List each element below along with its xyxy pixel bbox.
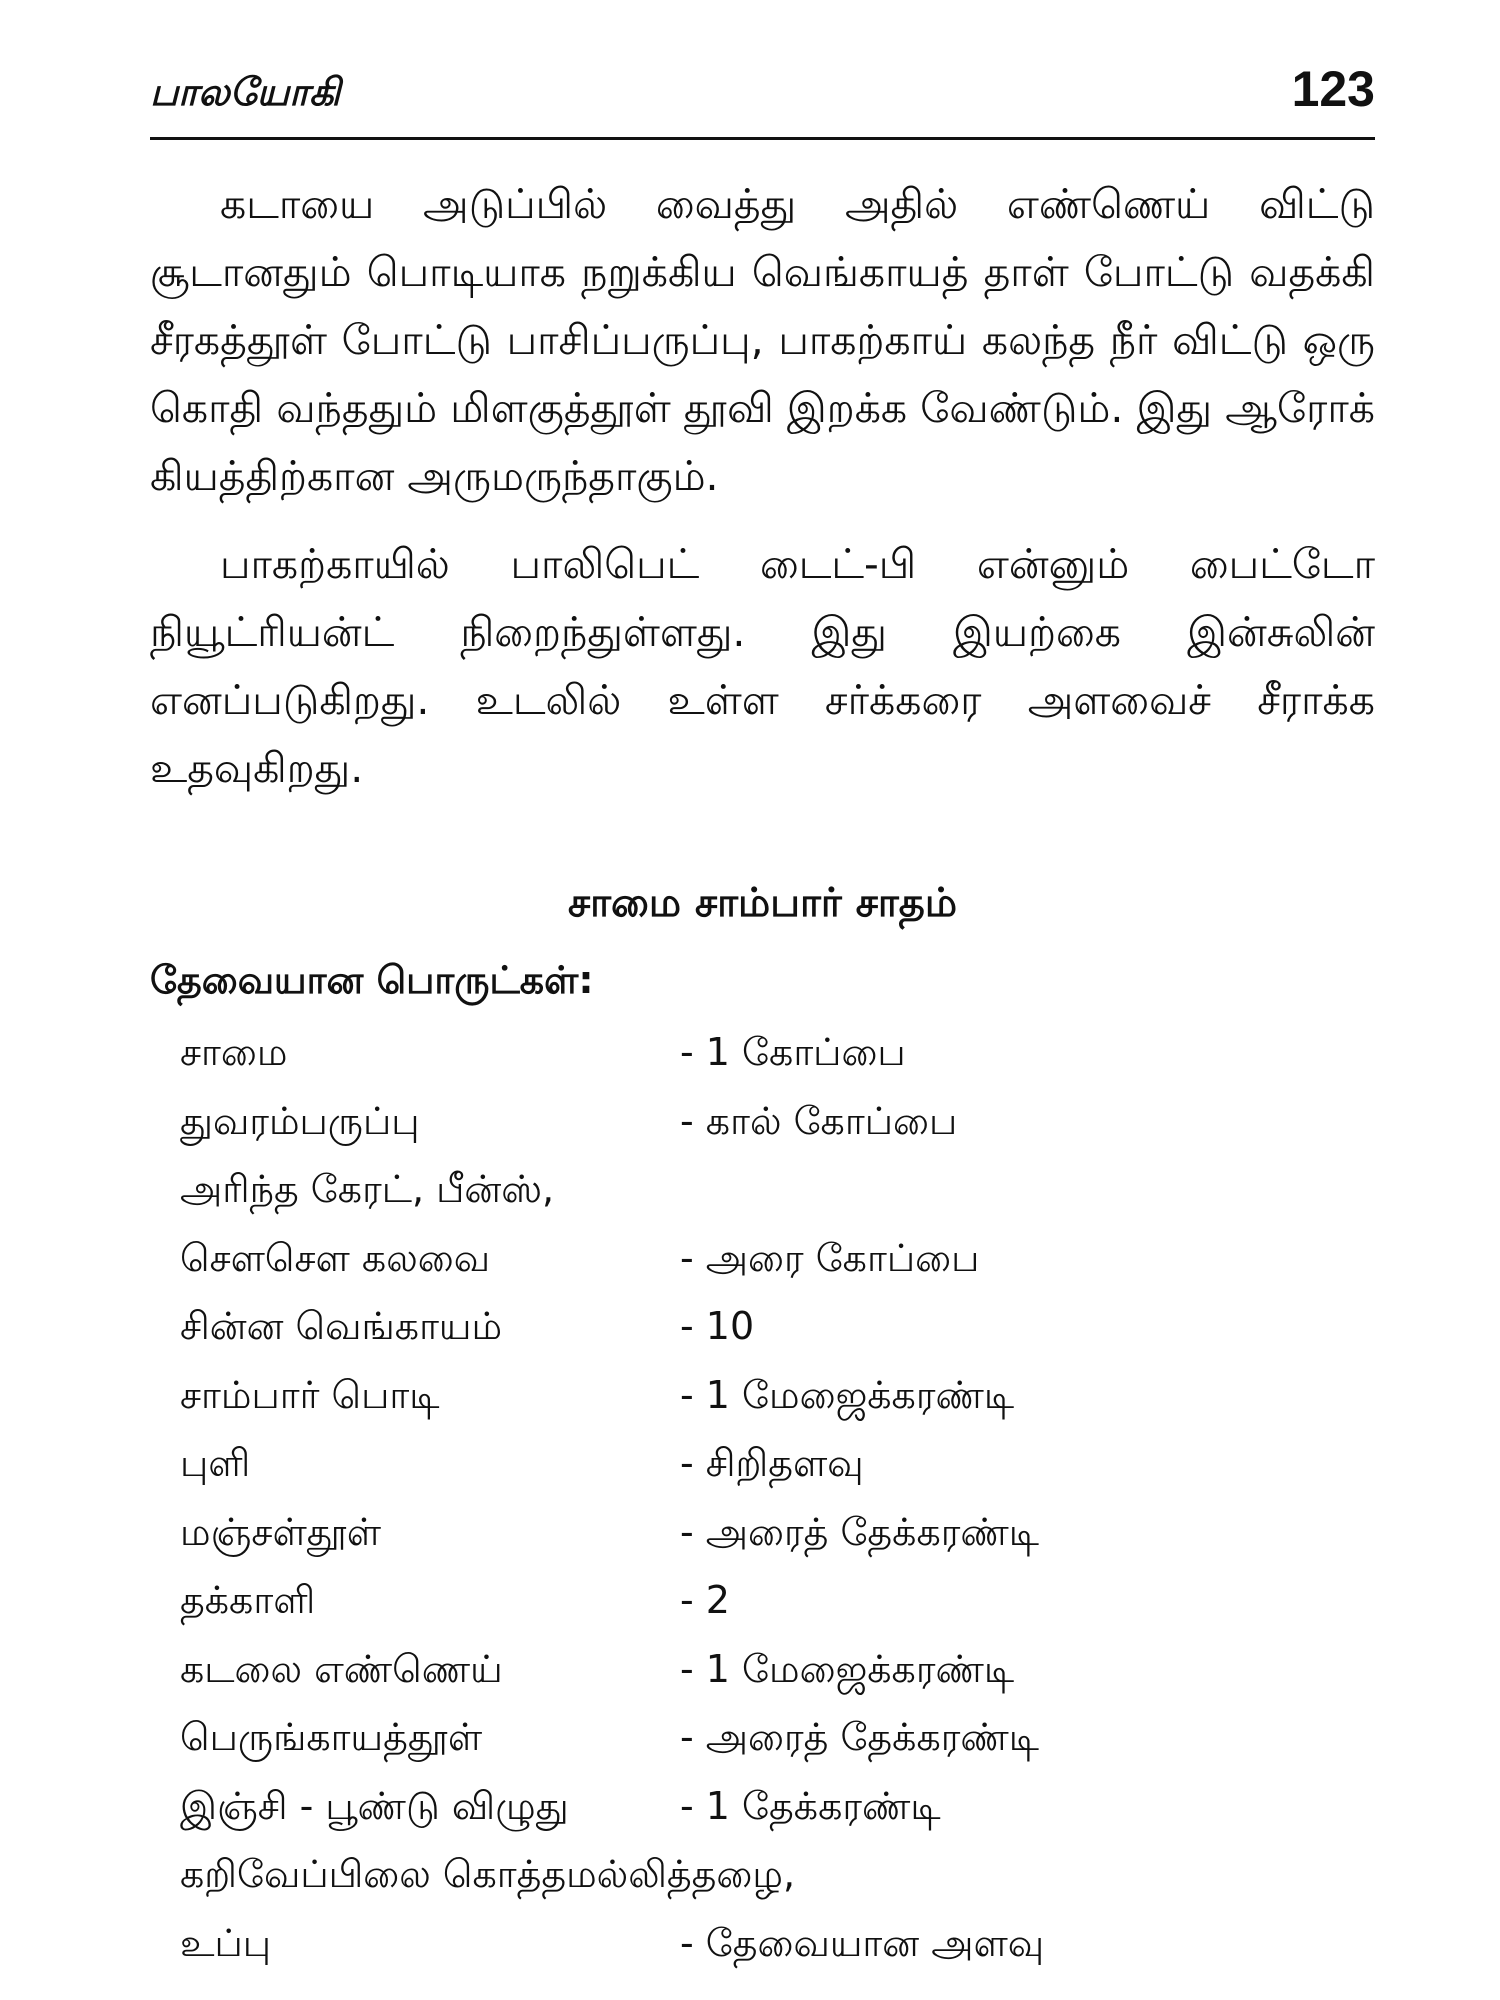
running-head: பாலயோகி	[150, 70, 341, 114]
ingredient-row	[180, 1840, 1330, 1909]
header-rule	[150, 137, 1375, 140]
ingredient-row	[180, 1498, 1330, 1567]
ingredient-name: சின்ன வெங்காயம்	[180, 1304, 503, 1348]
body-text	[150, 170, 1375, 822]
ingredient-name: தக்காளி	[180, 1578, 316, 1622]
ingredient-row	[180, 1018, 1330, 1087]
ingredient-name: அரிந்த கேரட், பீன்ஸ்,	[180, 1167, 555, 1211]
ingredient-quantity: - 1 கோப்பை	[680, 1030, 906, 1074]
ingredient-row	[180, 1566, 1330, 1635]
paragraph: கடாயை அடுப்பில் வைத்து அதில் எண்ணெய் விட்டு சூடானதும் பொடியாக நறுக்கிய வெங்காயத் தாள் போட்டு வதக்கி சீரகத்தூள் போட்டு பாசிப்பருப்பு, பாகற்காய் கலந்த நீர் விட்டு ஒரு கொதி வந்ததும் மிளகுத்தூள் தூவி இறக்க வேண்டும். இது ஆரோக் கியத்திற்கான அருமருந்தாகும்.	[150, 180, 1375, 500]
ingredient-name: உப்பு	[180, 1920, 272, 1965]
ingredient-list	[180, 1018, 1330, 1977]
ingredient-quantity: - அரைத் தேக்கரண்டி	[680, 1509, 1040, 1554]
ingredient-name: கறிவேப்பிலை கொத்தமல்லித்தழை,	[180, 1852, 796, 1896]
ingredient-name: கடலை எண்ணெய்	[180, 1646, 503, 1691]
ingredient-quantity: - 1 மேஜைக்கரண்டி	[680, 1372, 1015, 1417]
ingredient-row	[180, 1087, 1330, 1156]
ingredient-name: மஞ்சள்தூள்	[180, 1509, 382, 1554]
ingredient-quantity: - கால் கோப்பை	[680, 1098, 958, 1143]
ingredient-quantity: - சிறிதளவு	[680, 1441, 864, 1485]
ingredient-quantity: - அரை கோப்பை	[680, 1235, 980, 1280]
ingredient-quantity: - 10	[680, 1304, 755, 1348]
ingredient-quantity: - 2	[680, 1578, 730, 1622]
page-header	[150, 60, 1375, 140]
ingredient-row	[180, 1703, 1330, 1772]
ingredient-name: இஞ்சி - பூண்டு விழுது	[180, 1783, 569, 1828]
ingredient-name: துவரம்பருப்பு	[180, 1098, 420, 1143]
ingredient-row	[180, 1155, 1330, 1224]
ingredient-quantity: - தேவையான அளவு	[680, 1920, 1045, 1965]
ingredient-name: சாம்பார் பொடி	[180, 1372, 440, 1417]
ingredient-row	[180, 1429, 1330, 1498]
page-number: 123	[1291, 61, 1375, 117]
ingredient-quantity: - அரைத் தேக்கரண்டி	[680, 1715, 1040, 1759]
recipe-title: சாமை சாம்பார் சாதம்	[567, 880, 958, 926]
ingredient-name: புளி	[180, 1441, 251, 1485]
ingredient-row	[180, 1224, 1330, 1293]
paragraph: பாகற்காயில் பாலிபெட் டைட்-பி என்னும் பைட்டோ நியூட்ரியன்ட் நிறைந்துள்ளது. இது இயற்கை இன்சுலின் எனப்படுகிறது. உடலில் உள்ள சர்க்கரை அளவைச் சீராக்க உதவுகிறது.	[150, 540, 1375, 792]
ingredient-row	[180, 1909, 1330, 1978]
ingredient-name: சாமை	[180, 1030, 288, 1074]
ingredient-row	[180, 1361, 1330, 1430]
ingredient-name: பெருங்காயத்தூள்	[180, 1715, 483, 1759]
ingredient-name: சௌசௌ கலவை	[180, 1235, 491, 1280]
ingredient-quantity: - 1 தேக்கரண்டி	[680, 1783, 941, 1828]
ingredient-row	[180, 1292, 1330, 1361]
ingredient-row	[180, 1772, 1330, 1841]
ingredients-heading: தேவையான பொருட்கள்:	[150, 958, 594, 1002]
ingredient-row	[180, 1635, 1330, 1704]
ingredient-quantity: - 1 மேஜைக்கரண்டி	[680, 1646, 1015, 1691]
